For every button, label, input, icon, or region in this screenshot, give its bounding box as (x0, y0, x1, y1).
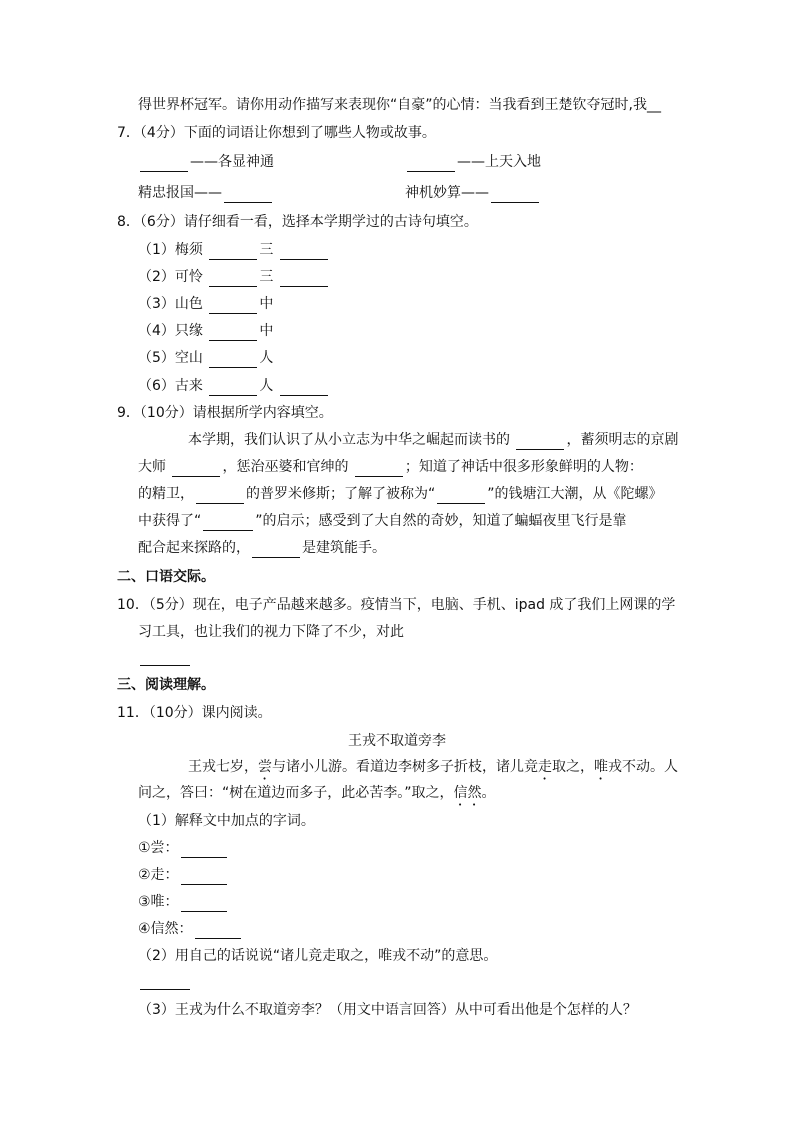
q10-answer-line (138, 646, 192, 666)
def-label: ③唯： (138, 894, 179, 910)
answer-blank[interactable] (209, 244, 257, 260)
answer-blank[interactable] (181, 842, 227, 858)
q9-text: 中获得了“ (138, 513, 202, 529)
q8-item-3-mid: 中 (259, 296, 274, 312)
q6-tail-line: 得世界杯冠军。请你用动作描写来表现你“自豪”的心情：当我看到王楚钦夺冠时,我__ (138, 97, 661, 113)
answer-blank[interactable] (196, 488, 244, 504)
q9-text: 本学期，我们认识了从小立志为中华之崛起而读书的 (188, 432, 510, 448)
q7-item-1-text: ——各显神通 (190, 154, 274, 170)
q8-item-1-pre: （1）梅须 (138, 242, 203, 258)
answer-blank[interactable] (224, 187, 272, 203)
q8-item-5-mid: 人 (259, 350, 274, 366)
q8-item-1 (138, 240, 330, 260)
answer-blank[interactable] (140, 650, 190, 666)
q9-line-2 (138, 457, 643, 477)
dotted-word: 唯 (594, 759, 608, 775)
q10-line-1: 10．（5分）现在，电子产品越来越多。疫情当下，电脑、手机、ipad 成了我们上网课的学 (117, 597, 676, 613)
q11-sub-3: （3）王戎为什么不取道旁李？（用文中语言回答）从中可看出他是个怎样的人？ (138, 1002, 637, 1018)
q9-text: ，惩治巫婆和官绅的 (222, 459, 349, 475)
answer-blank[interactable] (140, 156, 188, 172)
dotted-word: 尝 (258, 759, 272, 775)
q9-text: 配合起来探路的， (138, 540, 250, 556)
passage-line-2 (138, 783, 496, 803)
q11-sub-2-answer (138, 970, 192, 990)
q9-line-3 (138, 484, 663, 504)
answer-blank[interactable] (407, 156, 455, 172)
def-item-2 (138, 865, 229, 885)
q9-text: ，蓄须明志的京剧 (566, 432, 679, 448)
q11-sub-2: （2）用自己的话说说“诸儿竞走取之，唯戎不动”的意思。 (138, 948, 498, 964)
def-item-1 (138, 838, 229, 858)
q8-item-4-pre: （4）只缘 (138, 323, 203, 339)
passage-line-1 (188, 757, 678, 777)
q9-text: ；知道了神话中很多形象鲜明的人物： (404, 459, 643, 475)
q9-line-4 (138, 511, 627, 531)
answer-blank[interactable] (209, 271, 257, 287)
q7-item-3-text: 精忠报国—— (138, 185, 222, 201)
q8-item-1-mid: 三 (259, 242, 274, 258)
q7-item-1 (138, 152, 274, 172)
q8-item-5-pre: （5）空山 (138, 350, 203, 366)
def-label: ④信然： (138, 921, 193, 937)
section-heading-oral: 二、口语交际。 (117, 569, 215, 585)
passage-text: 王戎七岁， (188, 759, 258, 775)
q9-text: 大师 (138, 459, 166, 475)
answer-blank[interactable] (280, 271, 328, 287)
passage-text: 取之， (552, 759, 594, 775)
q8-item-6-mid: 人 (259, 378, 274, 394)
q8-item-3 (138, 294, 273, 314)
q10-line-2: 习工具，也让我们的视力下降了不少，对此 (138, 624, 404, 640)
q7-stem: 7．（4分）下面的词语让你想到了哪些人物或故事。 (117, 125, 436, 141)
answer-blank[interactable] (280, 380, 328, 396)
q7-item-4 (405, 183, 541, 203)
q8-item-4 (138, 321, 273, 341)
q9-text: 的精卫， (138, 486, 194, 502)
q8-item-2-mid: 三 (259, 269, 274, 285)
q8-item-2-pre: （2）可怜 (138, 269, 203, 285)
def-item-4 (138, 919, 243, 939)
q9-text: ”的钱塘江大潮，从《陀螺》 (487, 486, 663, 502)
q11-stem: 11．（10分）课内阅读。 (117, 705, 272, 721)
answer-blank[interactable] (209, 380, 257, 396)
dotted-word: 走 (538, 759, 552, 775)
answer-blank[interactable] (516, 434, 564, 450)
q9-stem: 9．（10分）请根据所学内容填空。 (117, 405, 333, 421)
answer-blank[interactable] (181, 869, 227, 885)
def-item-3 (138, 892, 229, 912)
answer-blank[interactable] (491, 187, 539, 203)
def-label: ②走： (138, 867, 179, 883)
passage-text: 与诸小儿游。看道边李树多子折枝，诸儿竞 (272, 759, 538, 775)
answer-blank[interactable] (280, 244, 328, 260)
answer-blank[interactable] (140, 974, 190, 990)
q7-item-2 (405, 152, 541, 172)
passage-text: 戎不动。人 (608, 759, 678, 775)
answer-blank[interactable] (203, 515, 253, 531)
answer-blank[interactable] (355, 461, 403, 477)
q11-sub-1: （1）解释文中加点的字词。 (138, 813, 315, 829)
q8-item-2 (138, 267, 330, 287)
q8-item-6 (138, 376, 330, 396)
answer-blank[interactable] (181, 896, 227, 912)
dotted-word: 信然 (453, 785, 482, 801)
q8-item-6-pre: （6）古来 (138, 378, 203, 394)
q9-text: 是建筑能手。 (302, 540, 386, 556)
def-label: ①尝： (138, 840, 179, 856)
passage-title: 王戎不取道旁李 (348, 733, 446, 749)
q7-item-3 (138, 183, 274, 203)
passage-text: 问之，答曰：“树在道边而多子，此必苦李。”取之， (138, 785, 454, 801)
answer-blank[interactable] (252, 542, 300, 558)
q8-stem: 8．（6分）请仔细看一看，选择本学期学过的古诗句填空。 (117, 214, 478, 230)
answer-blank[interactable] (172, 461, 220, 477)
q8-item-4-mid: 中 (259, 323, 274, 339)
q8-item-3-pre: （3）山色 (138, 296, 203, 312)
q9-text: 的普罗米修斯；了解了被称为“ (246, 486, 436, 502)
answer-blank[interactable] (209, 352, 257, 368)
q9-line-5 (138, 538, 386, 558)
q7-item-4-text: 神机妙算—— (405, 185, 489, 201)
section-heading-reading: 三、阅读理解。 (117, 677, 215, 693)
q9-text: ”的启示；感受到了大自然的奇妙，知道了蝙蝠夜里飞行是靠 (255, 513, 627, 529)
passage-text: 。 (481, 785, 496, 801)
answer-blank[interactable] (209, 325, 257, 341)
q9-line-1 (188, 430, 678, 450)
q7-item-2-text: ——上天入地 (457, 154, 541, 170)
answer-blank[interactable] (209, 298, 257, 314)
answer-blank[interactable] (195, 923, 241, 939)
answer-blank[interactable] (437, 488, 485, 504)
q8-item-5 (138, 348, 273, 368)
